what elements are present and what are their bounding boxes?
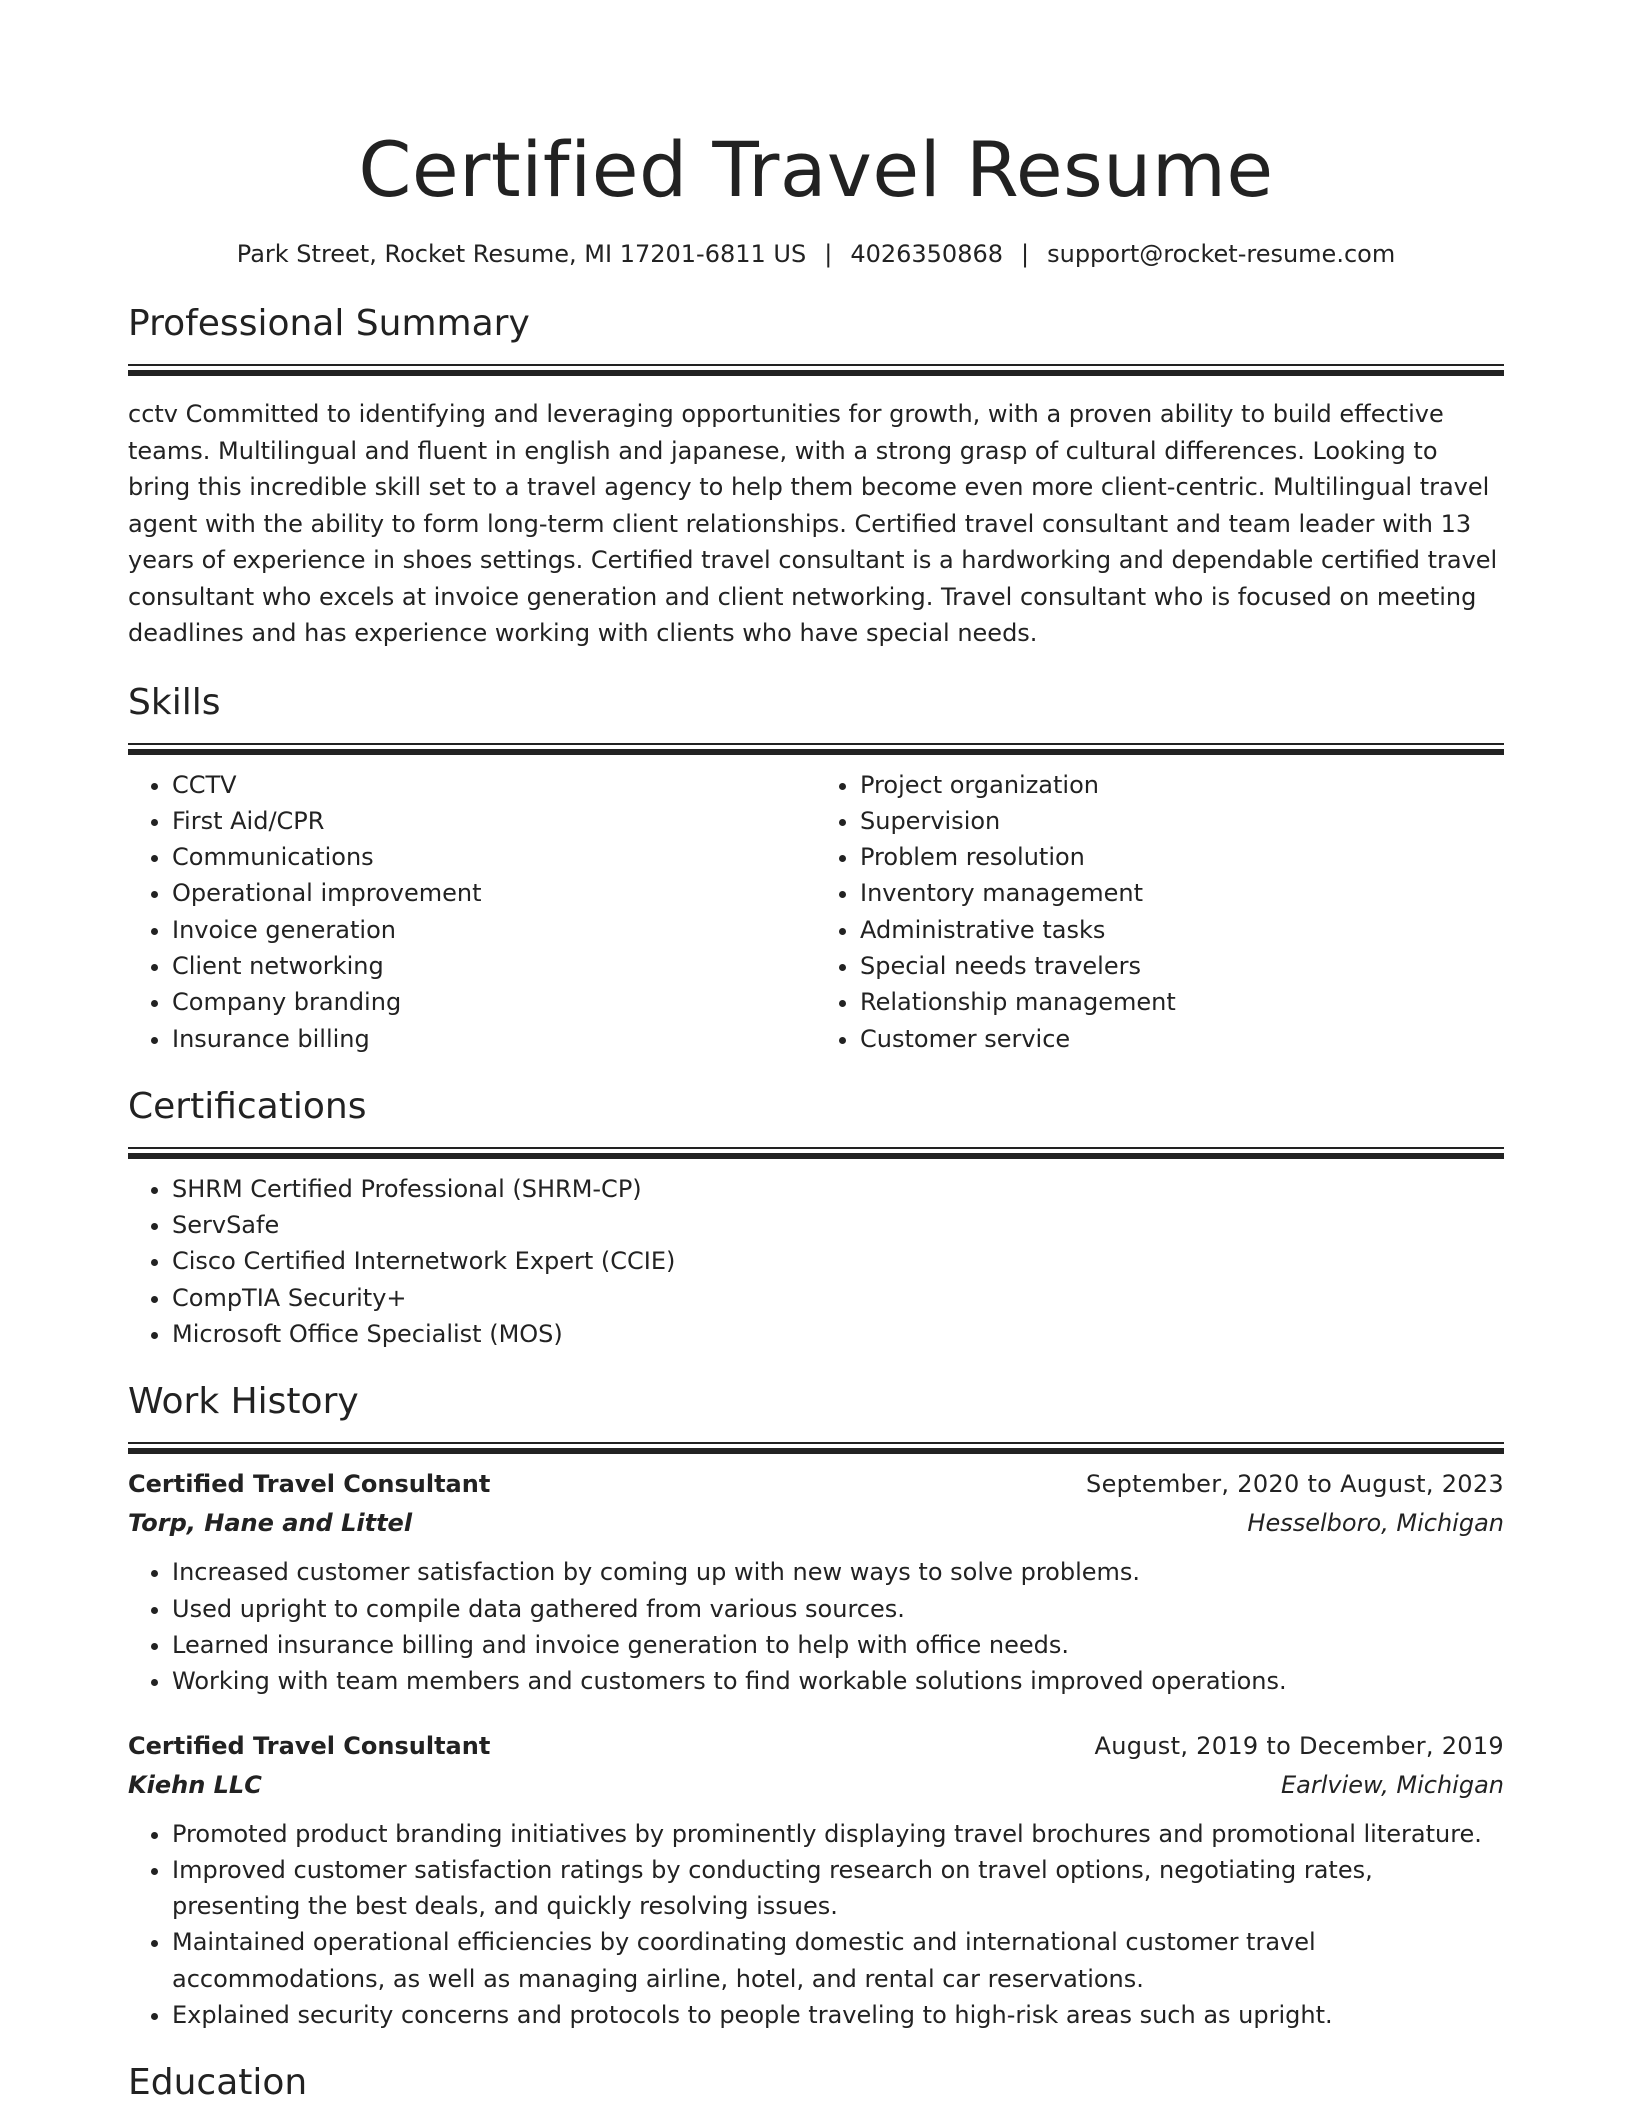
education-heading: Education xyxy=(128,2062,308,2104)
job-duty-item: • Learned insurance billing and invoice generation to help with office needs. xyxy=(172,1627,1504,1663)
job-duties-list xyxy=(128,1816,1504,2034)
education-section xyxy=(128,2059,1504,2107)
skills-list-left xyxy=(128,767,816,1057)
skill-item: • Client networking xyxy=(172,948,816,984)
certifications-section xyxy=(128,1083,1504,1352)
resume-page xyxy=(128,0,1504,2107)
contact-line xyxy=(128,238,1504,270)
contact-separator: | xyxy=(824,240,833,268)
skill-item: • Insurance billing xyxy=(172,1021,816,1057)
work-history-heading: Work History xyxy=(128,1381,359,1423)
job-employer-row xyxy=(128,1766,1504,1804)
certification-item: • Cisco Certified Internetwork Expert (CCIE) xyxy=(172,1243,1504,1279)
job-title: Certified Travel Consultant xyxy=(128,1470,491,1499)
job-company: Torp, Hane and Littel xyxy=(128,1509,413,1538)
skill-item: • CCTV xyxy=(172,767,816,803)
job-duty-item: • Increased customer satisfaction by coming up with new ways to solve problems. xyxy=(172,1554,1504,1590)
skill-item: • Supervision xyxy=(860,803,1504,839)
contact-address: Park Street, Rocket Resume, MI 17201-6811 US xyxy=(236,240,807,268)
job-company: Kiehn LLC xyxy=(128,1770,262,1799)
summary-text: cctv Committed to identifying and leveraging opportunities for growth, with a proven ability to build effective teams. Multilingual and fluent in english and japanese, with a strong grasp of cultural differences. Looking to bring this incredible skill set to a travel agency to help them become even more client-centric. Multilingual travel agent with the ability to form long-term client relationships. Certified travel consultant and team leader with 13 years of experience in shoes settings. Certified travel consultant is a hardworking and dependable certified travel consultant who excels at invoice generation and client networking. Travel consultant who is focused on meeting deadlines and has experience working with clients who have special needs. xyxy=(128,400,1498,647)
job-duty-item: • Improved customer satisfaction ratings by conducting research on travel options, negotiating rates, presenting the best deals, and quickly resolving issues. xyxy=(172,1852,1504,1925)
section-divider xyxy=(128,743,1504,753)
skill-item: • Problem resolution xyxy=(860,839,1504,875)
job-header-row xyxy=(128,1726,1504,1766)
skill-item: • Project organization xyxy=(860,767,1504,803)
skills-columns xyxy=(128,767,1504,1057)
skill-item: • Company branding xyxy=(172,984,816,1020)
job-header-row xyxy=(128,1464,1504,1504)
job-duty-item: • Explained security concerns and protocols to people traveling to high-risk areas such as upright. xyxy=(172,1997,1504,2033)
summary-section xyxy=(128,300,1504,652)
resume-title: Certified Travel Resume xyxy=(358,125,1274,214)
certification-item: • SHRM Certified Professional (SHRM-CP) xyxy=(172,1171,1504,1207)
job-entry xyxy=(128,1464,1504,1699)
job-dates: August, 2019 to December, 2019 xyxy=(1094,1731,1504,1760)
skill-item: • Relationship management xyxy=(860,984,1504,1020)
job-duty-item: • Working with team members and customers to find workable solutions improved operations. xyxy=(172,1663,1504,1699)
contact-phone: 4026350868 xyxy=(850,240,1004,268)
section-divider xyxy=(128,364,1504,374)
skill-item: • Operational improvement xyxy=(172,875,816,911)
skill-item: • Administrative tasks xyxy=(860,912,1504,948)
job-location: Earlview, Michigan xyxy=(1281,1770,1504,1799)
job-duties-list xyxy=(128,1554,1504,1699)
skill-item: • Communications xyxy=(172,839,816,875)
skill-item: • Invoice generation xyxy=(172,912,816,948)
skill-item: • First Aid/CPR xyxy=(172,803,816,839)
certification-item: • Microsoft Office Specialist (MOS) xyxy=(172,1316,1504,1352)
certification-item: • ServSafe xyxy=(172,1207,1504,1243)
skills-section xyxy=(128,679,1504,1057)
job-title: Certified Travel Consultant xyxy=(128,1731,491,1760)
section-divider xyxy=(128,1442,1504,1452)
certifications-heading: Certifications xyxy=(128,1085,367,1127)
job-employer-row xyxy=(128,1504,1504,1542)
summary-heading: Professional Summary xyxy=(128,303,530,344)
certifications-list xyxy=(128,1171,1504,1352)
work-history-section xyxy=(128,1378,1504,2033)
skills-list-right xyxy=(816,767,1504,1057)
skill-item: • Inventory management xyxy=(860,875,1504,911)
job-duty-item: • Used upright to compile data gathered from various sources. xyxy=(172,1591,1504,1627)
skill-item: • Special needs travelers xyxy=(860,948,1504,984)
certification-item: • CompTIA Security+ xyxy=(172,1280,1504,1316)
job-duty-item: • Promoted product branding initiatives by prominently displaying travel brochures and promotional literature. xyxy=(172,1816,1504,1852)
section-divider xyxy=(128,1147,1504,1157)
contact-separator: | xyxy=(1021,240,1030,268)
skill-item: • Customer service xyxy=(860,1021,1504,1057)
job-entry xyxy=(128,1726,1504,2034)
contact-email[interactable]: support@rocket-resume.com xyxy=(1047,240,1396,268)
job-location: Hesselboro, Michigan xyxy=(1247,1509,1504,1538)
skills-heading: Skills xyxy=(128,681,221,723)
job-duty-item: • Maintained operational efficiencies by coordinating domestic and international customer travel accommodations, as well as managing airline, hotel, and rental car reservations. xyxy=(172,1924,1504,1997)
job-dates: September, 2020 to August, 2023 xyxy=(1086,1470,1504,1499)
